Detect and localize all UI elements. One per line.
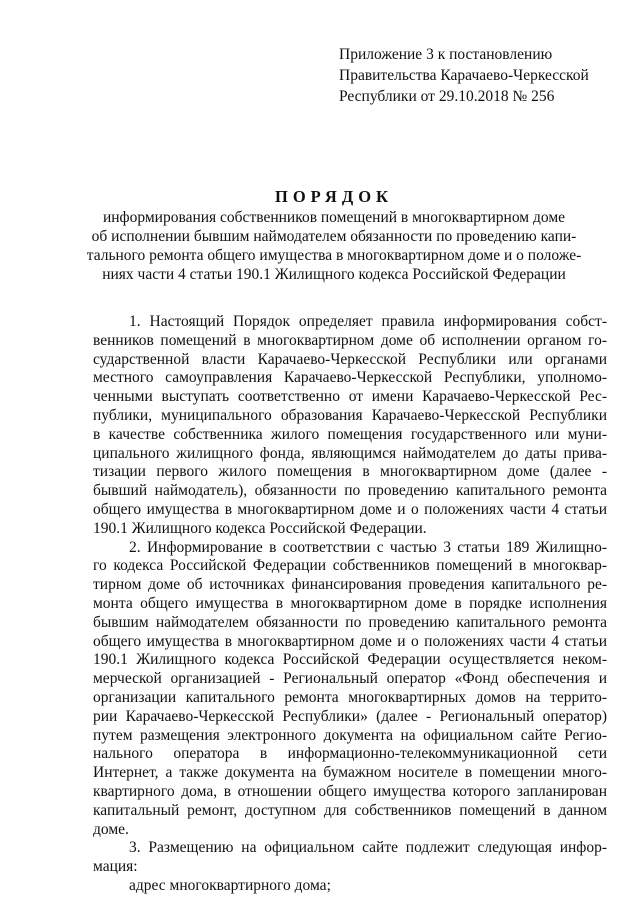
subtitle-line: тального ремонта общего имущества в многоквартирном доме и о положе- (86, 247, 582, 264)
document-heading (60, 186, 608, 284)
paragraph-line: капитальный ремонт, доступном для собственников помещений в данном (93, 801, 607, 819)
paragraph-line: тизации первого жилого помещения в многоквартирном доме (далее - (93, 463, 607, 481)
paragraph-line: сударственной власти Карачаево-Черкесской Республики или органами (93, 350, 607, 368)
document-body (93, 313, 607, 896)
subtitle-line: ниях части 4 статьи 190.1 Жилищного кодекса Российской Федерации (102, 266, 566, 283)
paragraph-line: го кодекса Российской Федерации собственников помещений в многоквар- (93, 557, 607, 575)
paragraph-2 (93, 539, 607, 840)
document-subtitle (60, 208, 608, 284)
paragraph-line: мация: (93, 858, 138, 876)
subtitle-line: об исполнении бывшим наймодателем обязанности по проведению капи- (91, 228, 577, 245)
attachment-line: Правительства Карачаево-Черкесской (339, 67, 589, 84)
paragraph-line: мерческой организацией - Региональный оператор «Фонд обеспечения и (93, 670, 607, 688)
attachment-note (339, 44, 609, 107)
paragraph-line: 190.1 Жилищного кодекса Российской Федерации осуществляется неком- (93, 651, 607, 669)
paragraph-line: рии Карачаево-Черкесской Республики» (далее - Региональный оператор) (93, 707, 607, 725)
paragraph-line: ченными выступать соответственно от имени Карачаево-Черкесской Рес- (93, 388, 607, 406)
paragraph-line: доме. (93, 820, 129, 838)
paragraph-line: 190.1 Жилищного кодекса Российской Федерации. (93, 519, 427, 537)
attachment-line: Республики от 29.10.2018 № 256 (339, 88, 555, 105)
paragraph-4 (93, 877, 607, 896)
paragraph-line: 2. Информирование в соответствии с частью 3 статьи 189 Жилищно- (129, 538, 607, 556)
paragraph-line: 1. Настоящий Порядок определяет правила информирования собст- (129, 313, 607, 330)
paragraph-line: местного самоуправления Карачаево-Черкесской Республики, уполномо- (93, 369, 607, 387)
paragraph-1 (93, 313, 607, 539)
paragraph-line: бывший наймодатель), обязанности по проведению капитального ремонта (93, 482, 607, 500)
paragraph-line: монта общего имущества в многоквартирном доме в порядке исполнения (93, 594, 607, 612)
paragraph-line: общего имущества в многоквартирном доме и о положениях части 4 статьи (93, 632, 607, 650)
paragraph-3 (93, 839, 607, 877)
paragraph-line: венников помещений в многоквартирном доме об исполнении органом го- (93, 331, 607, 349)
attachment-line: Приложение 3 к постановлению (339, 46, 553, 63)
paragraph-line: нального оператора в информационно-телекоммуникационной сети (93, 745, 607, 763)
paragraph-line: квартирного дома, в отношении общего имущества которого запланирован (93, 782, 607, 800)
paragraph-line: публики, муниципального образования Карачаево-Черкесской Республики (93, 406, 607, 424)
paragraph-line: ципального жилищного фонда, являющимся наймодателем до даты прива- (93, 444, 607, 462)
paragraph-line: Интернет, а также документа на бумажном носителе в помещении много- (93, 764, 607, 782)
document-title: ПОРЯДОК (275, 187, 393, 206)
paragraph-line: адрес многоквартирного дома; (129, 876, 331, 894)
subtitle-line: информирования собственников помещений в многоквартирном доме (102, 209, 566, 226)
paragraph-line: путем размещения электронного документа на официальном сайте Регио- (93, 726, 607, 744)
paragraph-line: общего имущества в многоквартирном доме и о положениях части 4 статьи (93, 500, 607, 518)
paragraph-line: организации капитального ремонта многоквартирных домов на террито- (93, 688, 607, 706)
paragraph-line: 3. Размещению на официальном сайте подлежит следующая инфор- (129, 839, 607, 857)
paragraph-line: бывшим наймодателем обязанности по проведению капитального ремонта (93, 613, 607, 631)
paragraph-line: в качестве собственника жилого помещения государственного или муни- (93, 425, 607, 443)
paragraph-line: тирном доме об источниках финансирования проведения капитального ре- (93, 576, 607, 594)
